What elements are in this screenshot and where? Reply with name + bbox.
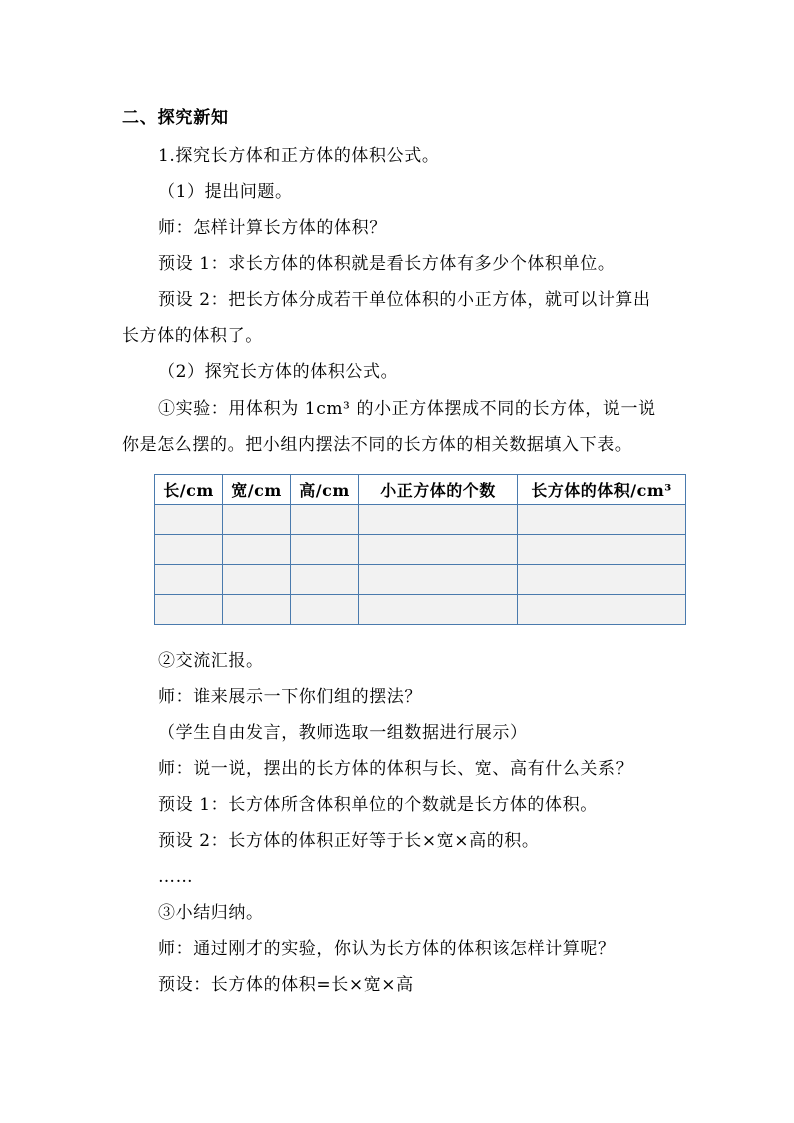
preset-answer: 预设 1：求长方体的体积就是看长方体有多少个体积单位。 [158,254,616,274]
table-header-row [155,475,686,505]
column-header-cube-count: 小正方体的个数 [359,475,518,505]
column-header-width: 宽/cm [223,475,291,505]
preset-formula: 预设：长方体的体积=长×宽×高 [158,975,414,995]
part-title: （2）探究长方体的体积公式。 [158,362,399,382]
table-cell[interactable] [518,505,686,535]
table-cell[interactable] [359,535,518,565]
column-header-volume: 长方体的体积/cm³ [518,475,686,505]
table-cell[interactable] [291,505,359,535]
table-cell[interactable] [359,595,518,625]
table-cell[interactable] [359,505,518,535]
preset-answer: 预设 2：长方体的体积正好等于长×宽×高的积。 [158,831,540,851]
table-cell[interactable] [359,565,518,595]
table-cell[interactable] [518,595,686,625]
data-table [154,474,686,625]
table-cell[interactable] [223,535,291,565]
classroom-note: （学生自由发言，教师选取一组数据进行展示） [158,723,528,743]
table-cell[interactable] [291,595,359,625]
teacher-question: 师：谁来展示一下你们组的摆法？ [158,687,422,707]
table-cell[interactable] [518,565,686,595]
table-row [155,505,686,535]
table-cell[interactable] [223,595,291,625]
summary-title: ③小结归纳。 [158,903,264,923]
column-header-height: 高/cm [291,475,359,505]
table-cell[interactable] [518,535,686,565]
table-cell[interactable] [223,565,291,595]
table-cell[interactable] [291,565,359,595]
preset-answer-continued: 长方体的体积了。 [122,326,263,346]
subsection-title: 1.探究长方体和正方体的体积公式。 [158,146,440,166]
column-header-length: 长/cm [155,475,223,505]
teacher-question: 师：说一说，摆出的长方体的体积与长、宽、高有什么关系？ [158,759,634,779]
table-cell[interactable] [291,535,359,565]
preset-answer: 预设 2：把长方体分成若干单位体积的小正方体，就可以计算出 [158,290,651,310]
section-heading: 二、探究新知 [122,108,229,128]
table-cell[interactable] [223,505,291,535]
preset-answer: 预设 1：长方体所含体积单位的个数就是长方体的体积。 [158,795,598,815]
ellipsis: …… [158,867,194,887]
table-cell[interactable] [155,535,223,565]
experiment-instruction-continued: 你是怎么摆的。把小组内摆法不同的长方体的相关数据填入下表。 [122,435,633,455]
report-title: ②交流汇报。 [158,651,264,671]
table-cell[interactable] [155,505,223,535]
table-row [155,535,686,565]
part-title: （1）提出问题。 [158,182,293,202]
table-cell[interactable] [155,595,223,625]
teacher-question: 师：怎样计算长方体的体积？ [158,218,387,238]
table-cell[interactable] [155,565,223,595]
teacher-question: 师：通过刚才的实验，你认为长方体的体积该怎样计算呢？ [158,939,616,959]
experiment-instruction: ①实验：用体积为 1cm³ 的小正方体摆成不同的长方体，说一说 [158,399,656,419]
table-row [155,595,686,625]
table-row [155,565,686,595]
